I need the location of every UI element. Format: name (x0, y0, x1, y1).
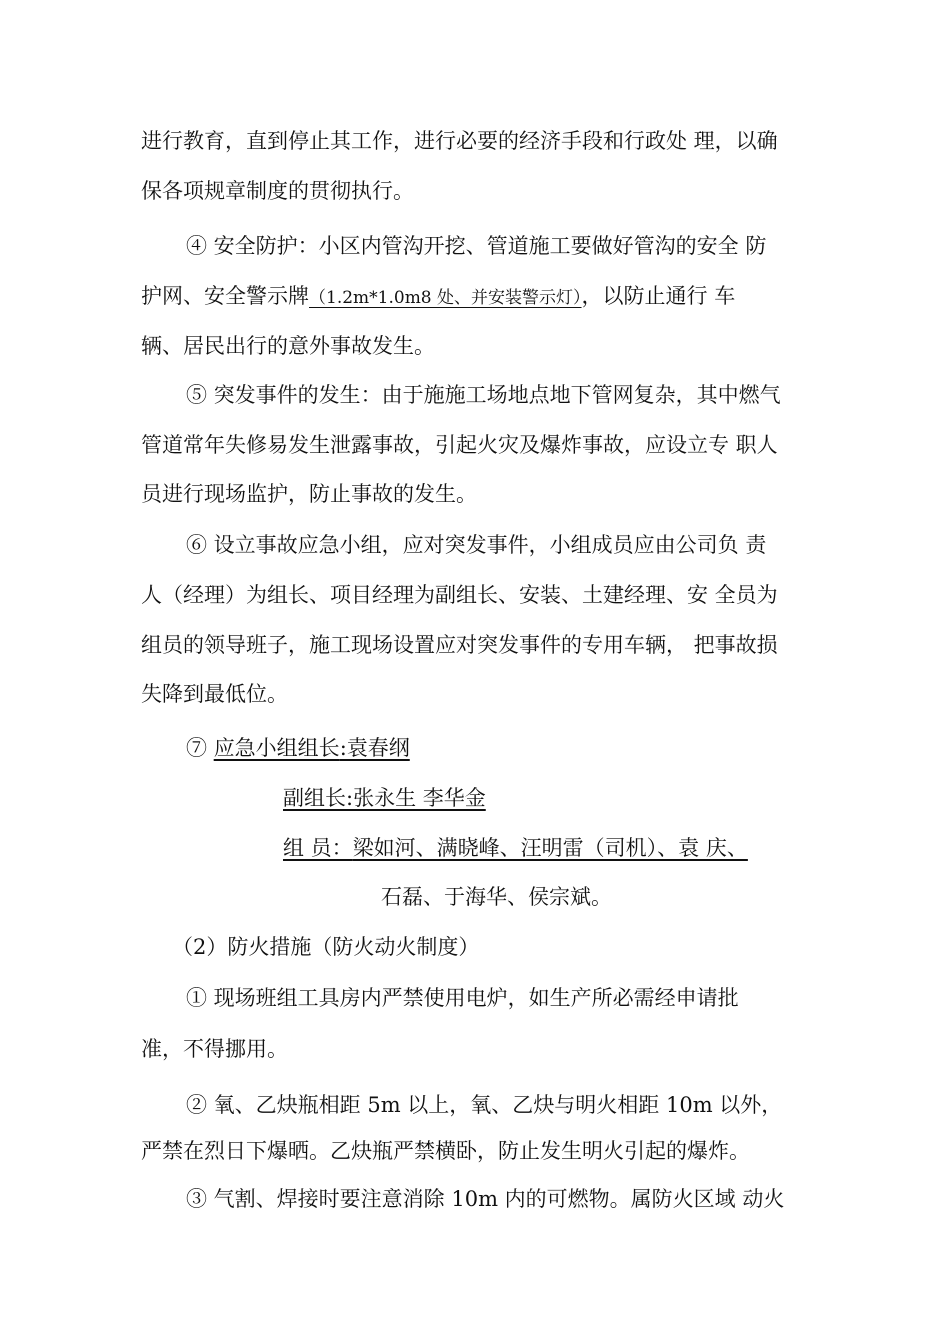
deputy-leader-label: 副组长 (283, 786, 346, 810)
p6-line1: ① 现场班组工具房内严禁使用电炉，如生产所必需经申请批 (186, 986, 739, 1010)
p4-line4: 失降到最低位。 (141, 682, 288, 706)
p7-line2: 严禁在烈日下爆晒。乙炔瓶严禁横卧，防止发生明火引起的爆炸。 (141, 1139, 750, 1163)
team-leader-label: 应急小组组长 (213, 736, 340, 760)
members-names: 梁如河、满晓峰、汪明雷（司机）、袁 庆、 (352, 836, 748, 860)
team-leader-name: :袁春纲 (339, 736, 410, 760)
p2-line3: 辆、居民出行的意外事故发生。 (141, 334, 435, 358)
item-number: ⑦ (186, 736, 214, 760)
p4-line3: 组员的领导班子，施工现场设置应对突发事件的专用车辆， 把事故损 (141, 633, 778, 657)
p2-line2-start: 护网、安全警示牌 (141, 284, 309, 308)
p1-line2: 保各项规章制度的贯彻执行。 (141, 179, 414, 203)
p8-line1: ③ 气割、焊接时要注意消除 10m 内的可燃物。属防火区域 动火 (186, 1187, 785, 1211)
p3-line1: ⑤ 突发事件的发生：由于施施工场地点地下管网复杂，其中燃气 (186, 383, 781, 407)
members-label: 组 员： (283, 836, 353, 860)
p3-line3: 员进行现场监护，防止事故的发生。 (141, 482, 477, 506)
members-line (283, 833, 748, 863)
p1-line1: 进行教育，直到停止其工作，进行必要的经济手段和行政处 理，以确 (141, 129, 778, 153)
p6-line2: 准，不得挪用。 (141, 1037, 288, 1061)
warning-sign-spec: （1.2m*1.0m8 处、并安装警示灯） (309, 288, 582, 308)
p2-line2 (141, 281, 735, 313)
team-leader-line (186, 733, 410, 763)
deputy-leader-line (283, 783, 486, 813)
p2-line1: ④ 安全防护：小区内管沟开挖、管道施工要做好管沟的安全 防 (186, 234, 767, 258)
p2-line2-end: ，以防止通行 车 (581, 284, 736, 308)
p4-line2: 人（经理）为组长、项目经理为副组长、安装、土建经理、安 全员为 (141, 583, 778, 607)
members-line-cont: 石磊、于海华、侯宗斌。 (381, 885, 612, 909)
p7-line1: ② 氧、乙炔瓶相距 5m 以上，氧、乙炔与明火相距 10m 以外， (186, 1093, 783, 1117)
p3-line2: 管道常年失修易发生泄露事故，引起火灾及爆炸事故，应设立专 职人 (141, 433, 778, 457)
section-heading: （2）防火措施（防火动火制度） (172, 935, 480, 959)
deputy-leader-names: :张永生 李华金 (346, 786, 486, 810)
p4-line1: ⑥ 设立事故应急小组，应对突发事件，小组成员应由公司负 责 (186, 533, 767, 557)
